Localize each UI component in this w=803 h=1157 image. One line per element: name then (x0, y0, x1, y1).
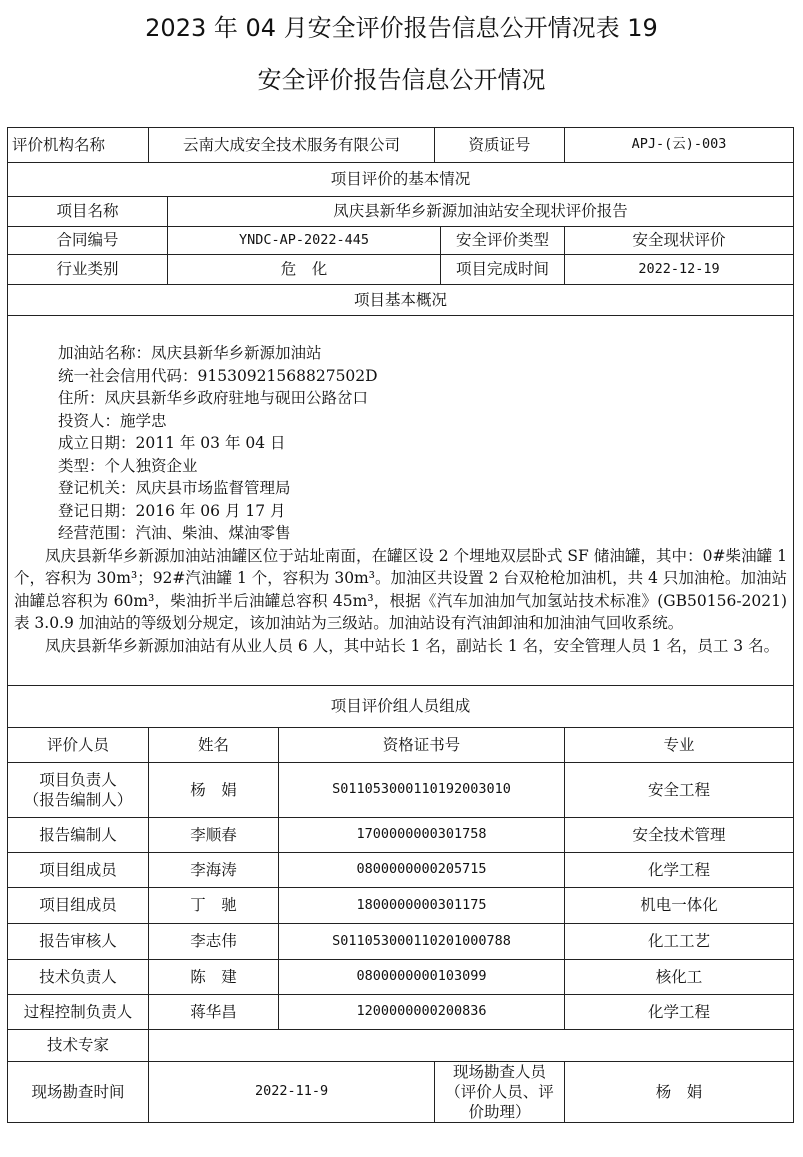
name-cell: 陈 建 (149, 960, 279, 995)
overview-line: 登记机关：凤庆县市场监督管理局 (58, 479, 291, 497)
org-label: 评价机构名称 (8, 128, 149, 163)
table-row (8, 888, 794, 924)
table-row (8, 995, 794, 1030)
expert-label: 技术专家 (8, 1030, 149, 1062)
overview-header: 项目基本概况 (8, 285, 794, 316)
cert-label: 资质证号 (435, 128, 565, 163)
table-row (8, 763, 794, 818)
industry-label: 行业类别 (8, 255, 168, 285)
cert-cell: 1800000000301175 (279, 888, 565, 924)
role-cell: 过程控制负责人 (8, 995, 149, 1030)
finish-value: 2022-12-19 (565, 255, 794, 285)
overview-line: 住所：凤庆县新华乡政府驻地与砚田公路岔口 (58, 389, 369, 407)
name-cell: 丁 驰 (149, 888, 279, 924)
industry-row (8, 255, 794, 285)
contract-row (8, 227, 794, 255)
column-header: 资格证书号 (279, 728, 565, 763)
name-cell: 李志伟 (149, 924, 279, 960)
org-value: 云南大成安全技术服务有限公司 (149, 128, 435, 163)
cert-cell: S011053000110192003010 (279, 763, 565, 818)
cert-cell: 0800000000103099 (279, 960, 565, 995)
disclosure-table (7, 127, 794, 1123)
overview-paragraph: 凤庆县新华乡新源加油站有从业人员 6 人，其中站长 1 名，副站长 1 名，安全管理人员 1 名，员工 3 名。 (45, 636, 780, 655)
role-cell: 技术负责人 (8, 960, 149, 995)
survey-time-value: 2022-11-9 (149, 1062, 435, 1123)
project-name-value: 凤庆县新华乡新源加油站安全现状评价报告 (168, 197, 794, 227)
major-cell: 化学工程 (565, 995, 794, 1030)
name-cell: 李顺春 (149, 818, 279, 853)
cert-cell: 1200000000200836 (279, 995, 565, 1030)
table-row (8, 924, 794, 960)
major-cell: 安全技术管理 (565, 818, 794, 853)
overview-line: 经营范围：汽油、柴油、煤油零售 (58, 524, 291, 542)
overview-line: 加油站名称：凤庆县新华乡新源加油站 (58, 344, 322, 362)
name-cell: 蒋华昌 (149, 995, 279, 1030)
column-header: 姓名 (149, 728, 279, 763)
name-cell: 李海涛 (149, 853, 279, 888)
org-row (8, 128, 794, 163)
eval-type-value: 安全现状评价 (565, 227, 794, 255)
page-title: 2023 年 04 月安全评价报告信息公开情况表 19 (145, 14, 658, 42)
survey-people-label-line: （评价人员、评价助理） (445, 1083, 554, 1122)
role-cell: 项目组成员 (8, 888, 149, 924)
expert-value (149, 1030, 794, 1062)
industry-value: 危 化 (168, 255, 441, 285)
name-cell: 杨 娟 (149, 763, 279, 818)
major-cell: 机电一体化 (565, 888, 794, 924)
team-header: 项目评价组人员组成 (8, 686, 794, 728)
major-cell: 安全工程 (565, 763, 794, 818)
major-cell: 化工工艺 (565, 924, 794, 960)
major-cell: 核化工 (565, 960, 794, 995)
cert-cell: 0800000000205715 (279, 853, 565, 888)
cert-value: APJ-(云)-003 (565, 128, 794, 163)
overview-paragraph: 凤庆县新华乡新源加油站油罐区位于站址南面，在罐区设 2 个埋地双层卧式 SF 储油罐，其中：0#柴油罐 1 个，容积为 30m³；92#汽油罐 1 个，容积为 30m³。加油区共设置 2 台双枪枪加油机，共 4 只加油枪。加油站油罐总容积为 60m³，柴油折半后油罐总容积 45m³，根据《汽车加油加气加氢站技术标准》(GB50156-2021) 表 3.0.9 加油站的等级划分规定，该加油站为三级站。加油站设有汽油卸油和加油油气回收系统。 (14, 546, 788, 632)
eval-type-label: 安全评价类型 (441, 227, 565, 255)
overview-line: 登记日期：2016 年 06 月 17 月 (58, 501, 286, 520)
role-cell: 报告审核人 (8, 924, 149, 960)
role-text: 项目负责人 （报告编制人） (23, 770, 133, 809)
role-cell (8, 763, 149, 818)
survey-time-label: 现场勘查时间 (8, 1062, 149, 1123)
table-row (8, 818, 794, 853)
overview-line: 成立日期：2011 年 03 年 04 日 (58, 434, 286, 452)
project-name-row (8, 197, 794, 227)
project-name-label: 项目名称 (8, 197, 168, 227)
overview-line: 投资人：施学忠 (58, 411, 167, 430)
overview-line: 类型：个人独资企业 (58, 456, 198, 475)
survey-people-value: 杨 娟 (565, 1062, 794, 1123)
table-row (8, 853, 794, 888)
contract-label: 合同编号 (8, 227, 168, 255)
cert-cell: 1700000000301758 (279, 818, 565, 853)
team-columns (8, 728, 794, 763)
overview-line: 统一社会信用代码：91530921568827502D (58, 366, 378, 385)
column-header: 专业 (565, 728, 794, 763)
survey-people-label-line: 现场勘查人员 (453, 1063, 547, 1081)
contract-value: YNDC-AP-2022-445 (168, 227, 441, 255)
basic-header: 项目评价的基本情况 (8, 163, 794, 197)
table-row (8, 960, 794, 995)
role-cell: 报告编制人 (8, 818, 149, 853)
overview-content (8, 316, 794, 686)
expert-row (8, 1030, 794, 1062)
column-header: 评价人员 (8, 728, 149, 763)
major-cell: 化学工程 (565, 853, 794, 888)
cert-cell: S011053000110201000788 (279, 924, 565, 960)
finish-label: 项目完成时间 (441, 255, 565, 285)
role-cell: 项目组成员 (8, 853, 149, 888)
survey-row (8, 1062, 794, 1123)
survey-people-label (435, 1062, 565, 1123)
page-subtitle: 安全评价报告信息公开情况 (257, 66, 546, 94)
